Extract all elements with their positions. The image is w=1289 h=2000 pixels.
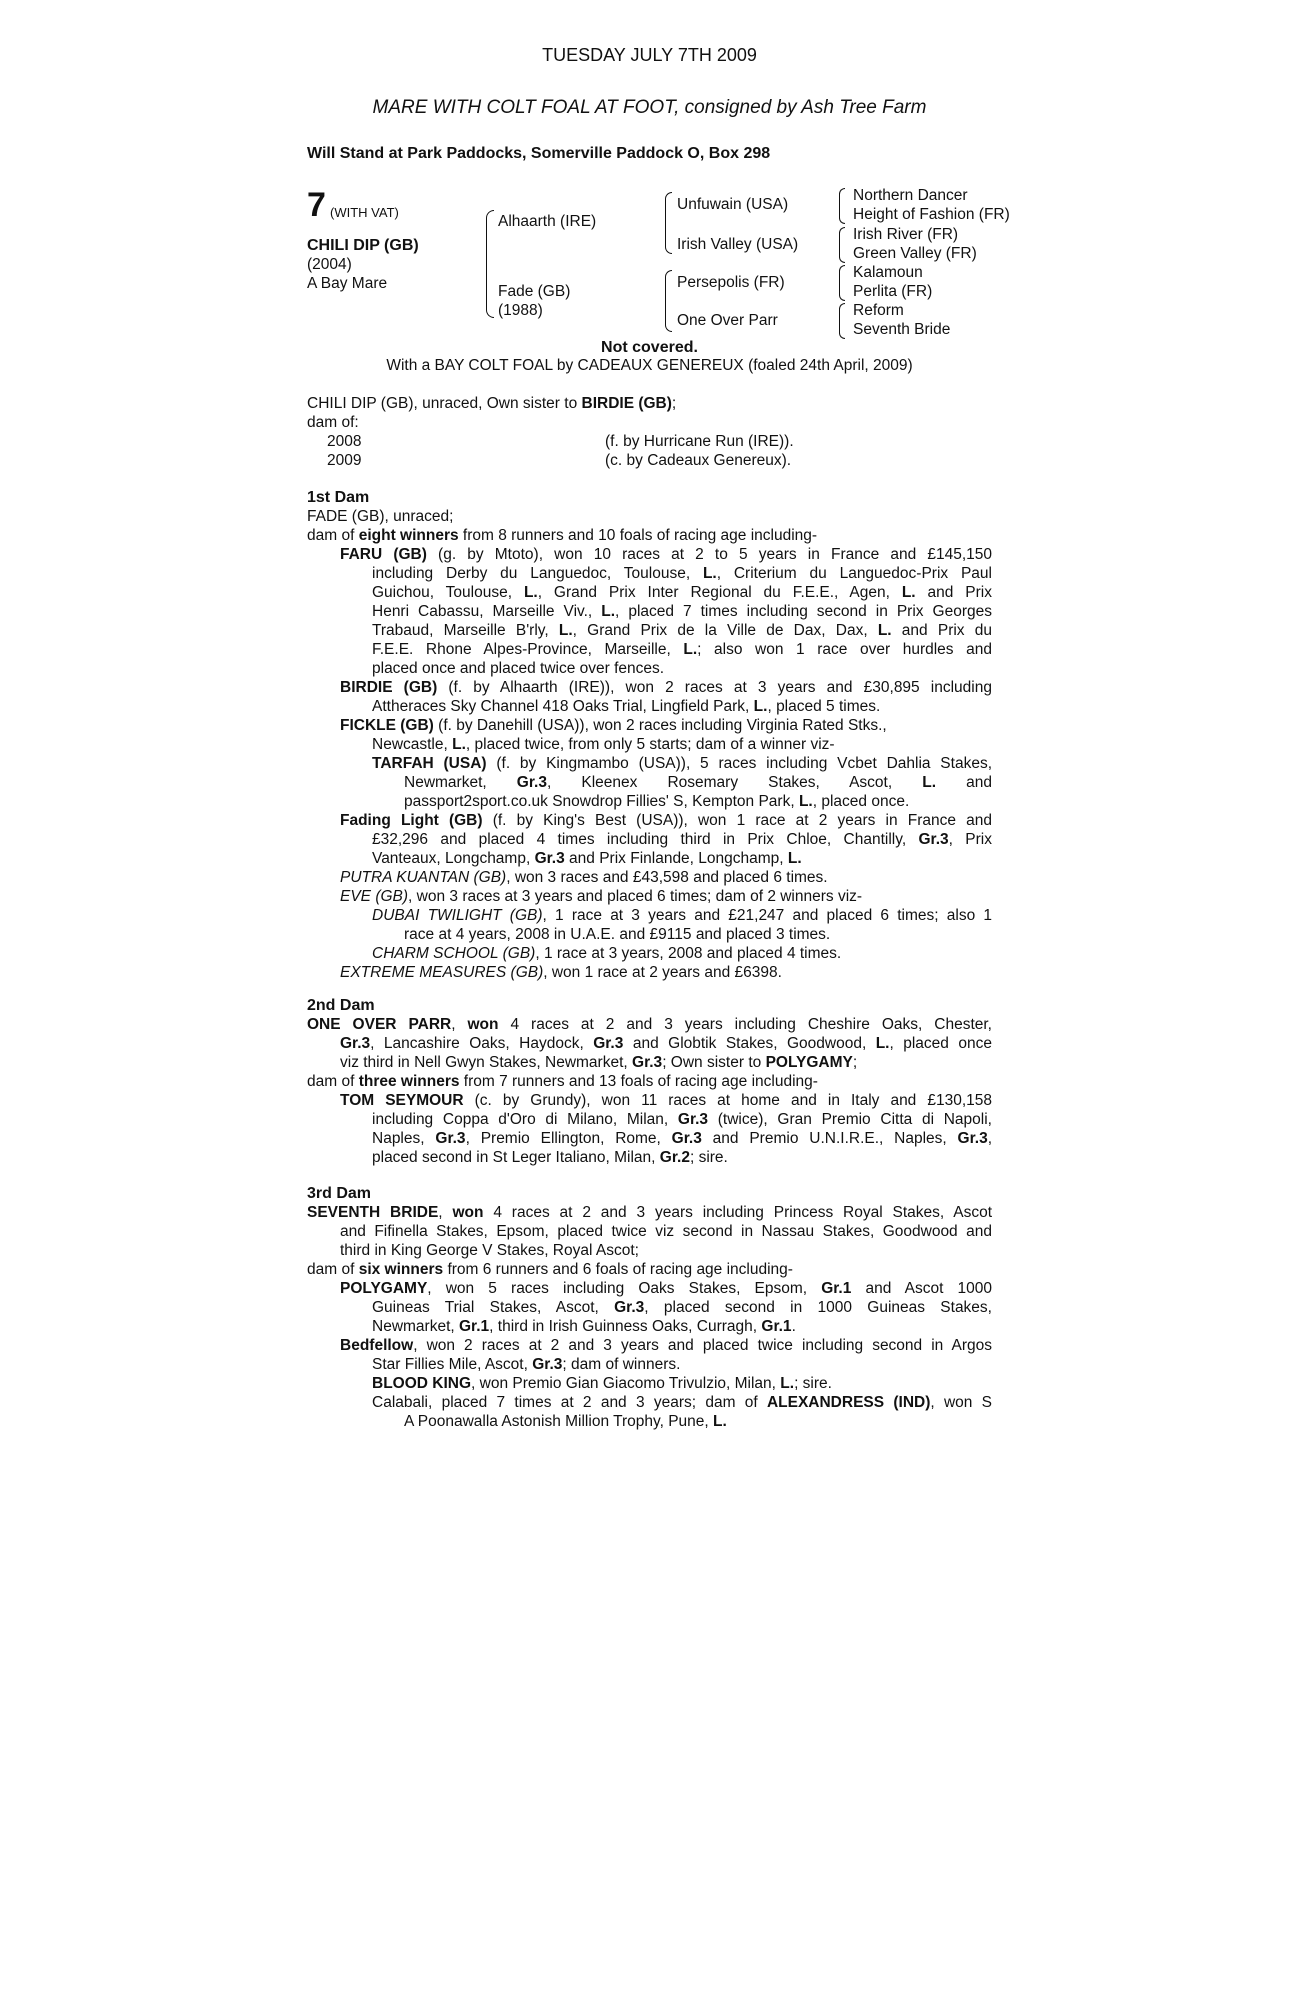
pedigree-gen2-2: Irish Valley (USA) xyxy=(677,236,799,253)
progeny-line: FICKLE (GB) (f. by Danehill (USA)), won 2 races including Virginia Rated Stks., xyxy=(340,717,887,734)
produce-dam-of: dam of: xyxy=(307,414,359,431)
pedigree-brace-dam xyxy=(665,270,672,332)
progeny-line: BLOOD KING, won Premio Gian Giacomo Trivulzio, Milan, L.; sire. xyxy=(372,1375,832,1392)
progeny-line: Henri Cabassu, Marseille Viv., L., placed 7 times including second in Prix Georges xyxy=(372,603,992,620)
pedigree-gen2-3: Persepolis (FR) xyxy=(677,274,785,291)
pedigree-gen3-2: Height of Fashion (FR) xyxy=(853,206,1010,223)
progeny-line: Star Fillies Mile, Ascot, Gr.3; dam of winners. xyxy=(372,1356,681,1373)
progeny-line: £32,296 and placed 4 times including third in Prix Chloe, Chantilly, Gr.3, Prix xyxy=(372,831,992,848)
pedigree-brace-g3-1 xyxy=(839,188,845,224)
consignment-line: MARE WITH COLT FOAL AT FOOT, consigned by Ash Tree Farm xyxy=(372,97,927,118)
pedigree-brace-main xyxy=(486,210,494,318)
produce-row: 2009 (c. by Cadeaux Genereux). xyxy=(327,452,792,469)
second-dam-section xyxy=(307,996,992,1167)
dam-line: dam of three winners from 7 runners and 13 foals of racing age including- xyxy=(307,1073,818,1090)
pedigree-dam-year: (1988) xyxy=(498,302,543,319)
third-dam-section xyxy=(307,1184,992,1431)
progeny-line: Fading Light (GB) (f. by King's Best (USA)), won 1 race at 2 years in France and xyxy=(340,812,992,829)
pedigree-gen3-5: Kalamoun xyxy=(853,264,923,281)
progeny-line: Trabaud, Marseille B'rly, L., Grand Prix de la Ville de Dax, Dax, L. and Prix du xyxy=(372,622,992,639)
dam-line: third in King George V Stakes, Royal Ascot; xyxy=(340,1242,639,1259)
progeny-line: Naples, Gr.3, Premio Ellington, Rome, Gr.3 and Premio U.N.I.R.E., Naples, Gr.3, xyxy=(372,1130,993,1147)
pedigree-dam: Fade (GB) xyxy=(498,283,571,300)
progeny-line: EXTREME MEASURES (GB), won 1 race at 2 years and £6398. xyxy=(340,964,782,981)
pedigree-brace-g3-2 xyxy=(839,227,845,263)
section-heading: 3rd Dam xyxy=(307,1185,372,1202)
dam-line: Gr.3, Lancashire Oaks, Haydock, Gr.3 and Globtik Stakes, Goodwood, L., placed once xyxy=(340,1035,992,1052)
section-heading: 1st Dam xyxy=(307,489,370,506)
pedigree-gen3-1: Northern Dancer xyxy=(853,187,968,204)
foal-at-foot: With a BAY COLT FOAL by CADEAUX GENEREUX (foaled 24th April, 2009) xyxy=(386,357,913,374)
progeny-line: TARFAH (USA) (f. by Kingmambo (USA)), 5 races including Vcbet Dahlia Stakes, xyxy=(372,755,993,772)
pedigree-gen3-8: Seventh Bride xyxy=(853,321,951,338)
progeny-line: Newmarket, Gr.3, Kleenex Rosemary Stakes, Ascot, L. and xyxy=(404,774,992,791)
produce-intro: CHILI DIP (GB), unraced, Own sister to BIRDIE (GB); xyxy=(307,395,677,412)
progeny-line: Attheraces Sky Channel 418 Oaks Trial, Lingfield Park, L., placed 5 times. xyxy=(372,698,881,715)
pedigree-gen3-4: Green Valley (FR) xyxy=(853,245,977,262)
progeny-line: PUTRA KUANTAN (GB), won 3 races and £43,598 and placed 6 times. xyxy=(340,869,828,886)
stand-location: Will Stand at Park Paddocks, Somerville Paddock O, Box 298 xyxy=(307,145,771,162)
progeny-line: CHARM SCHOOL (GB), 1 race at 3 years, 2008 and placed 4 times. xyxy=(372,945,842,962)
progeny-line: EVE (GB), won 3 races at 3 years and placed 6 times; dam of 2 winners viz- xyxy=(340,888,863,905)
progeny-line: Newmarket, Gr.1, third in Irish Guinness Oaks, Curragh, Gr.1. xyxy=(372,1318,796,1335)
progeny-line: TOM SEYMOUR (c. by Grundy), won 11 races at home and in Italy and £130,158 xyxy=(340,1092,992,1109)
progeny-line: including Coppa d'Oro di Milano, Milan, Gr.3 (twice), Gran Premio Citta di Napoli, xyxy=(372,1111,992,1128)
pedigree-brace-sire xyxy=(665,192,672,254)
progeny-line: BIRDIE (GB) (f. by Alhaarth (IRE)), won 2 races at 3 years and £30,895 including xyxy=(340,679,992,696)
horse-description: A Bay Mare xyxy=(307,275,388,292)
dam-line: ONE OVER PARR, won 4 races at 2 and 3 years including Cheshire Oaks, Chester, xyxy=(307,1016,992,1033)
progeny-line: Calabali, placed 7 times at 2 and 3 years; dam of ALEXANDRESS (IND), won S xyxy=(372,1394,992,1411)
progeny-line: including Derby du Languedoc, Toulouse, L., Criterium du Languedoc-Prix Paul xyxy=(372,565,992,582)
first-dam-section xyxy=(307,488,992,982)
sale-date: TUESDAY JULY 7TH 2009 xyxy=(542,45,757,65)
dam-line: and Fifinella Stakes, Epsom, placed twice viz second in Nassau Stakes, Goodwood and xyxy=(340,1223,992,1240)
horse-year: (2004) xyxy=(307,256,352,273)
lot-number: 7 xyxy=(307,186,326,224)
dam-line: dam of six winners from 6 runners and 6 foals of racing age including- xyxy=(307,1261,793,1278)
progeny-line: DUBAI TWILIGHT (GB), 1 race at 3 years and £21,247 and placed 6 times; also 1 xyxy=(372,907,993,924)
dam-line: viz third in Nell Gwyn Stakes, Newmarket, Gr.3; Own sister to POLYGAMY; xyxy=(340,1054,858,1071)
dam-line: FADE (GB), unraced; xyxy=(307,508,454,525)
pedigree-gen2-4: One Over Parr xyxy=(677,312,778,329)
progeny-line: Newcastle, L., placed twice, from only 5 starts; dam of a winner viz- xyxy=(372,736,835,753)
progeny-line: passport2sport.co.uk Snowdrop Fillies' S, Kempton Park, L., placed once. xyxy=(404,793,910,810)
progeny-line: placed second in St Leger Italiano, Milan, Gr.2; sire. xyxy=(372,1149,728,1166)
progeny-line: POLYGAMY, won 5 races including Oaks Stakes, Epsom, Gr.1 and Ascot 1000 xyxy=(340,1280,992,1297)
produce-row: 2008 (f. by Hurricane Run (IRE)). xyxy=(327,433,794,450)
vat-note: (WITH VAT) xyxy=(330,205,399,220)
progeny-line: FARU (GB) (g. by Mtoto), won 10 races at 2 to 5 years in France and £145,150 xyxy=(340,546,992,563)
progeny-line: Guichou, Toulouse, L., Grand Prix Inter Regional du F.E.E., Agen, L. and Prix xyxy=(372,584,992,601)
dam-line: SEVENTH BRIDE, won 4 races at 2 and 3 years including Princess Royal Stakes, Ascot xyxy=(307,1204,992,1221)
pedigree-brace-g3-4 xyxy=(839,303,845,339)
horse-name: CHILI DIP (GB) xyxy=(307,237,419,254)
progeny-line: placed once and placed twice over fences. xyxy=(372,660,665,677)
section-heading: 2nd Dam xyxy=(307,997,375,1014)
pedigree-sire: Alhaarth (IRE) xyxy=(498,213,597,230)
progeny-line: Bedfellow, won 2 races at 2 and 3 years and placed twice including second in Argos xyxy=(340,1337,992,1354)
pedigree-gen3-6: Perlita (FR) xyxy=(853,283,933,300)
dam-line: dam of eight winners from 8 runners and 10 foals of racing age including- xyxy=(307,527,818,544)
progeny-line: A Poonawalla Astonish Million Trophy, Pune, L. xyxy=(404,1413,727,1430)
progeny-line: Vanteaux, Longchamp, Gr.3 and Prix Finlande, Longchamp, L. xyxy=(372,850,802,867)
progeny-line: F.E.E. Rhone Alpes-Province, Marseille, L.; also won 1 race over hurdles and xyxy=(372,641,992,658)
pedigree-gen2-1: Unfuwain (USA) xyxy=(677,196,789,213)
progeny-line: Guineas Trial Stakes, Ascot, Gr.3, placed second in 1000 Guineas Stakes, xyxy=(372,1299,992,1316)
produce-record xyxy=(307,394,992,470)
pedigree-brace-g3-3 xyxy=(839,265,845,301)
pedigree-gen3-7: Reform xyxy=(853,302,904,319)
progeny-line: race at 4 years, 2008 in U.A.E. and £9115 and placed 3 times. xyxy=(404,926,831,943)
pedigree-gen3-3: Irish River (FR) xyxy=(853,226,959,243)
covered-status: Not covered. xyxy=(601,339,698,356)
